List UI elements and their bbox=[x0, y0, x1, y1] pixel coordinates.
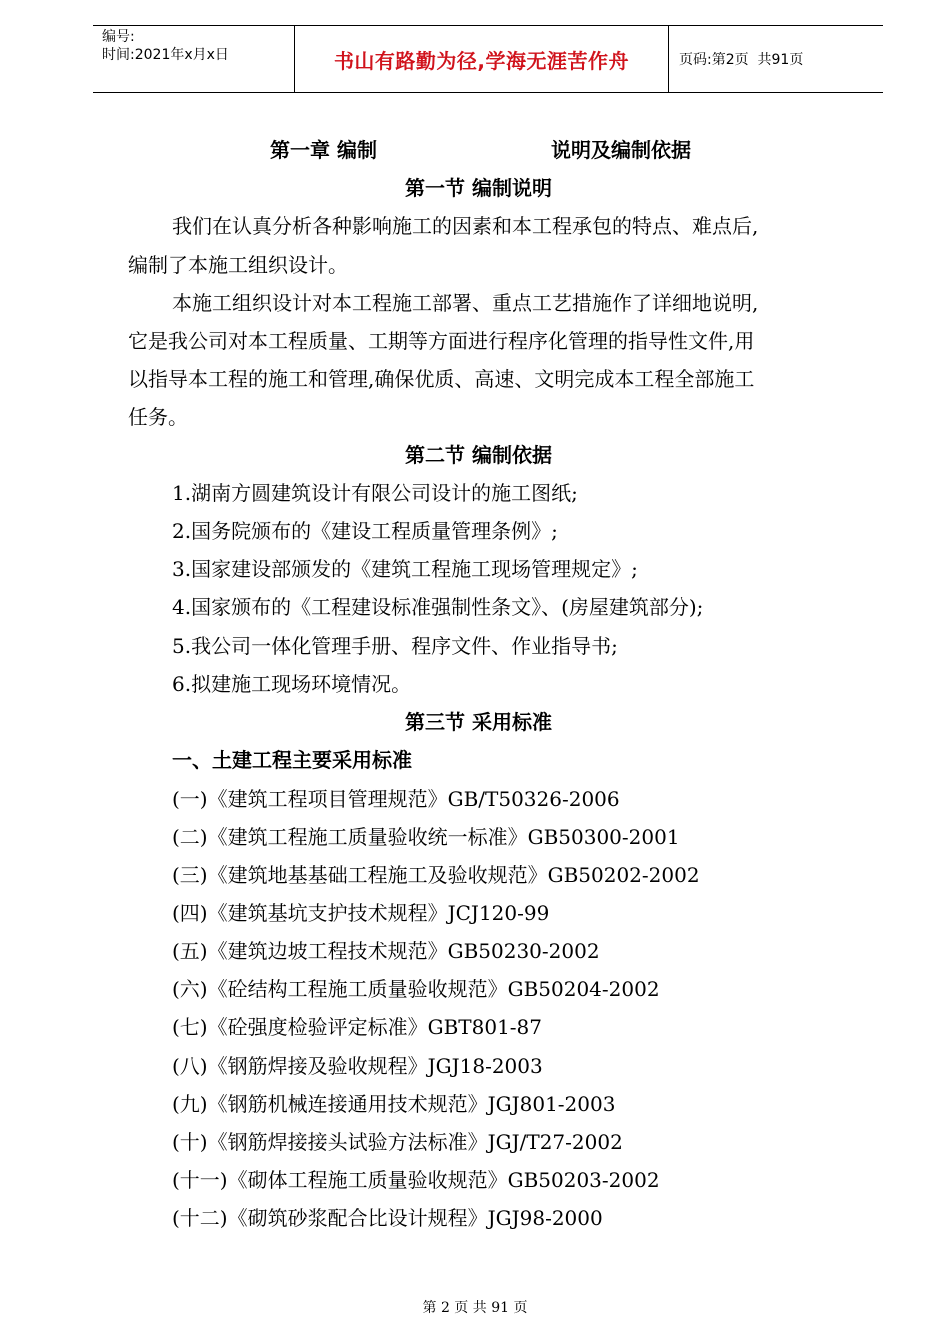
paragraph-line: 我们在认真分析各种影响施工的因素和本工程承包的特点、难点后, bbox=[172, 214, 759, 238]
basis-item: 2.国务院颁布的《建设工程质量管理条例》; bbox=[172, 519, 558, 543]
standard-item: (十一)《砌体工程施工质量验收规范》GB50203-2002 bbox=[172, 1168, 660, 1192]
paragraph-line: 编制了本施工组织设计。 bbox=[128, 253, 348, 277]
basis-item: 6.拟建施工现场环境情况。 bbox=[172, 672, 412, 696]
standard-item: (五)《建筑边坡工程技术规范》GB50230-2002 bbox=[172, 939, 600, 963]
standard-item: (一)《建筑工程项目管理规范》GB/T50326-2006 bbox=[172, 787, 620, 811]
basis-item: 4.国家颁布的《工程建设标准强制性条文》、(房屋建筑部分); bbox=[172, 595, 704, 619]
page-header bbox=[93, 25, 883, 93]
standard-item: (四)《建筑基坑支护技术规程》JCJ120-99 bbox=[172, 901, 550, 925]
standard-item: (七)《砼强度检验评定标准》GBT801-87 bbox=[172, 1015, 542, 1039]
standard-item: (九)《钢筋机械连接通用技术规范》JGJ801-2003 bbox=[172, 1092, 616, 1116]
standard-item: (十二)《砌筑砂浆配合比设计规程》JGJ98-2000 bbox=[172, 1206, 603, 1230]
section3-title: 第三节 采用标准 bbox=[405, 710, 552, 734]
standard-item: (二)《建筑工程施工质量验收统一标准》GB50300-2001 bbox=[172, 825, 680, 849]
document-number-label: 编号: bbox=[102, 29, 135, 45]
paragraph-line: 任务。 bbox=[128, 405, 188, 429]
document-time-label: 时间:2021年x月x日 bbox=[102, 47, 229, 63]
footer-page-number: 第 2 页 共 91 页 bbox=[422, 1300, 528, 1316]
header-page-text: 页码:第2页 共91页 bbox=[679, 52, 804, 68]
header-motto: 书山有路勤为径,学海无涯苦作舟 bbox=[295, 26, 669, 92]
section3-subtitle: 一、土建工程主要采用标准 bbox=[172, 748, 412, 772]
paragraph-line: 本施工组织设计对本工程施工部署、重点工艺措施作了详细地说明, bbox=[172, 291, 759, 315]
standard-item: (六)《砼结构工程施工质量验收规范》GB50204-2002 bbox=[172, 977, 660, 1001]
chapter-title-right: 说明及编制依据 bbox=[551, 138, 691, 162]
basis-item: 3.国家建设部颁发的《建筑工程施工现场管理规定》; bbox=[172, 557, 638, 581]
section1-title: 第一节 编制说明 bbox=[405, 176, 552, 200]
section2-title: 第二节 编制依据 bbox=[405, 443, 552, 467]
basis-item: 1.湖南方圆建筑设计有限公司设计的施工图纸; bbox=[172, 481, 578, 505]
paragraph-line: 它是我公司对本工程质量、工期等方面进行程序化管理的指导性文件,用 bbox=[128, 329, 755, 353]
standard-item: (三)《建筑地基基础工程施工及验收规范》GB50202-2002 bbox=[172, 863, 700, 887]
standard-item: (八)《钢筋焊接及验收规程》JGJ18-2003 bbox=[172, 1054, 543, 1078]
chapter-title-left: 第一章 编制 bbox=[270, 138, 377, 162]
header-page-info bbox=[669, 26, 883, 92]
standard-item: (十)《钢筋焊接接头试验方法标准》JGJ/T27-2002 bbox=[172, 1130, 623, 1154]
basis-item: 5.我公司一体化管理手册、程序文件、作业指导书; bbox=[172, 634, 618, 658]
header-meta bbox=[93, 26, 295, 92]
paragraph-line: 以指导本工程的施工和管理,确保优质、高速、文明完成本工程全部施工 bbox=[128, 367, 755, 391]
page-footer bbox=[0, 1297, 950, 1317]
